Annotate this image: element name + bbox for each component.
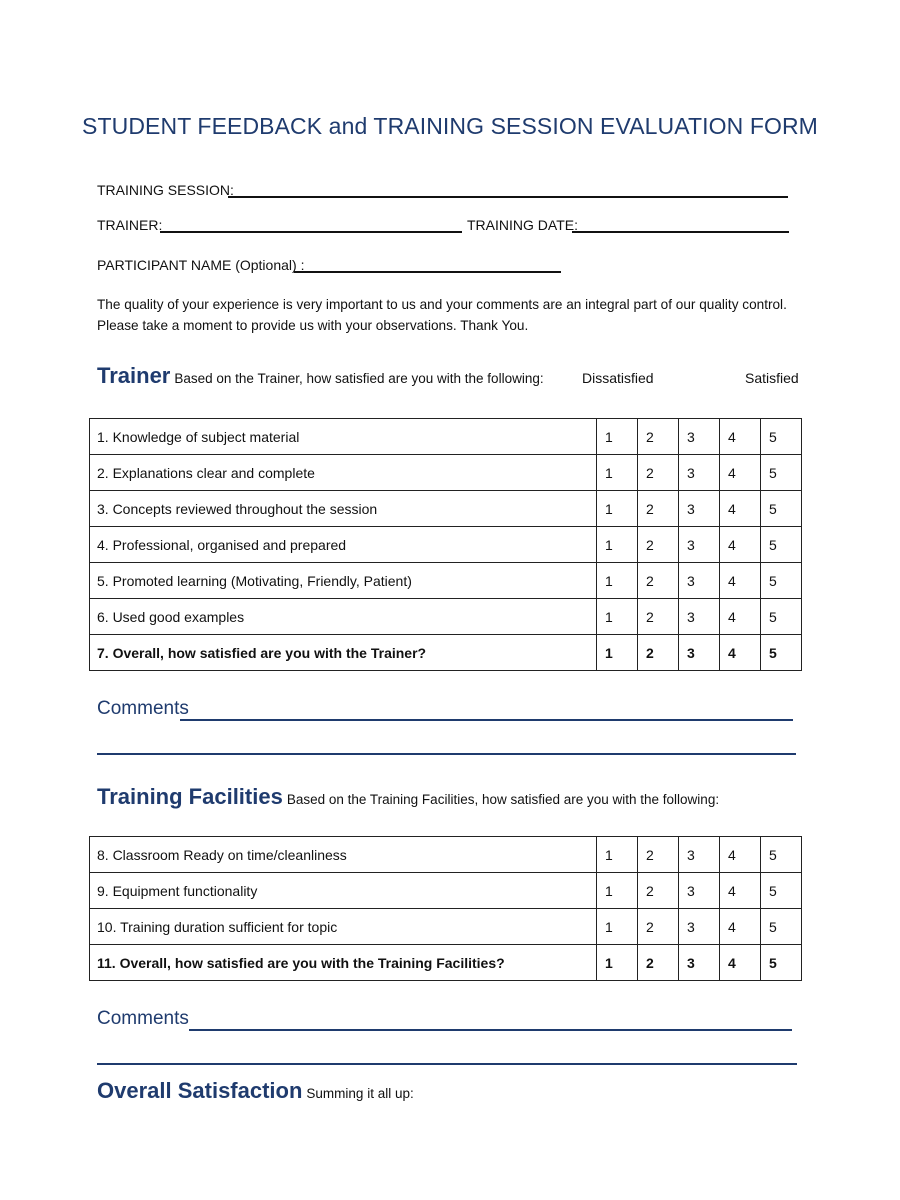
facilities-question: 9. Equipment functionality <box>90 873 597 909</box>
trainer-question: 2. Explanations clear and complete <box>90 455 597 491</box>
facilities-row <box>90 945 802 981</box>
training-date-field[interactable] <box>572 231 789 233</box>
participant-name-field[interactable] <box>294 271 561 273</box>
training-date-label: TRAINING DATE: <box>467 217 578 233</box>
trainer-rating-option-1[interactable]: 1 <box>597 563 638 599</box>
trainer-heading: Trainer <box>97 363 171 388</box>
facilities-rating-table <box>89 836 802 981</box>
trainer-label: TRAINER: <box>97 217 163 233</box>
trainer-rating-option-4[interactable]: 4 <box>720 491 761 527</box>
trainer-rating-option-2[interactable]: 2 <box>638 563 679 599</box>
trainer-rating-option-4[interactable]: 4 <box>720 635 761 671</box>
trainer-rating-option-3[interactable]: 3 <box>679 455 720 491</box>
facilities-rating-option-1[interactable]: 1 <box>597 945 638 981</box>
trainer-row <box>90 491 802 527</box>
facilities-heading: Training Facilities <box>97 784 283 809</box>
trainer-rating-option-2[interactable]: 2 <box>638 599 679 635</box>
trainer-row <box>90 599 802 635</box>
trainer-question: 5. Promoted learning (Motivating, Friendly, Patient) <box>90 563 597 599</box>
facilities-rating-option-2[interactable]: 2 <box>638 945 679 981</box>
facilities-rating-option-1[interactable]: 1 <box>597 909 638 945</box>
trainer-question: 6. Used good examples <box>90 599 597 635</box>
trainer-rating-option-5[interactable]: 5 <box>761 455 802 491</box>
trainer-rating-option-5[interactable]: 5 <box>761 491 802 527</box>
trainer-row <box>90 527 802 563</box>
trainer-rating-option-1[interactable]: 1 <box>597 491 638 527</box>
scale-label-dissatisfied: Dissatisfied <box>582 370 654 386</box>
trainer-rating-option-2[interactable]: 2 <box>638 419 679 455</box>
trainer-comments-line-1[interactable] <box>180 719 793 721</box>
trainer-rating-option-1[interactable]: 1 <box>597 599 638 635</box>
facilities-row <box>90 909 802 945</box>
trainer-subheading: Based on the Trainer, how satisfied are you with the following: <box>174 371 544 386</box>
facilities-rating-option-3[interactable]: 3 <box>679 909 720 945</box>
facilities-rating-option-2[interactable]: 2 <box>638 909 679 945</box>
facilities-rating-option-3[interactable]: 3 <box>679 873 720 909</box>
trainer-rating-option-4[interactable]: 4 <box>720 455 761 491</box>
facilities-rating-option-4[interactable]: 4 <box>720 909 761 945</box>
trainer-rating-option-2[interactable]: 2 <box>638 635 679 671</box>
overall-section-heading <box>97 1078 414 1104</box>
trainer-rating-option-1[interactable]: 1 <box>597 419 638 455</box>
trainer-rating-option-5[interactable]: 5 <box>761 527 802 563</box>
trainer-rating-option-2[interactable]: 2 <box>638 527 679 563</box>
trainer-comments-line-2[interactable] <box>97 753 796 755</box>
trainer-rating-option-4[interactable]: 4 <box>720 419 761 455</box>
facilities-rating-option-4[interactable]: 4 <box>720 945 761 981</box>
facilities-rating-option-4[interactable]: 4 <box>720 873 761 909</box>
trainer-rating-option-3[interactable]: 3 <box>679 491 720 527</box>
trainer-row <box>90 455 802 491</box>
facilities-rating-option-4[interactable]: 4 <box>720 837 761 873</box>
facilities-question: 11. Overall, how satisfied are you with the Training Facilities? <box>90 945 597 981</box>
facilities-question: 8. Classroom Ready on time/cleanliness <box>90 837 597 873</box>
training-session-label: TRAINING SESSION: <box>97 182 234 198</box>
facilities-rating-option-3[interactable]: 3 <box>679 945 720 981</box>
form-title: STUDENT FEEDBACK and TRAINING SESSION EVALUATION FORM <box>82 113 818 139</box>
trainer-rating-option-4[interactable]: 4 <box>720 599 761 635</box>
trainer-row <box>90 635 802 671</box>
trainer-rating-option-3[interactable]: 3 <box>679 419 720 455</box>
facilities-subheading: Based on the Training Facilities, how satisfied are you with the following: <box>286 792 720 807</box>
trainer-rating-option-1[interactable]: 1 <box>597 455 638 491</box>
trainer-question: 1. Knowledge of subject material <box>90 419 597 455</box>
trainer-rating-option-3[interactable]: 3 <box>679 635 720 671</box>
facilities-rating-option-5[interactable]: 5 <box>761 945 802 981</box>
trainer-question: 4. Professional, organised and prepared <box>90 527 597 563</box>
facilities-rating-option-5[interactable]: 5 <box>761 837 802 873</box>
trainer-rating-option-3[interactable]: 3 <box>679 563 720 599</box>
facilities-rating-option-3[interactable]: 3 <box>679 837 720 873</box>
overall-subheading: Summing it all up: <box>306 1086 414 1101</box>
facilities-rating-option-2[interactable]: 2 <box>638 837 679 873</box>
trainer-rating-option-1[interactable]: 1 <box>597 527 638 563</box>
trainer-row <box>90 419 802 455</box>
trainer-rating-option-5[interactable]: 5 <box>761 599 802 635</box>
trainer-rating-table <box>89 418 802 671</box>
facilities-comments-line-1[interactable] <box>189 1029 792 1031</box>
facilities-rating-option-2[interactable]: 2 <box>638 873 679 909</box>
facilities-rating-option-1[interactable]: 1 <box>597 837 638 873</box>
scale-label-satisfied: Satisfied <box>745 370 799 386</box>
trainer-field[interactable] <box>160 231 462 233</box>
intro-paragraph: The quality of your experience is very important to us and your comments are an integral part of our quality control. Please take a moment to provide us with your observations. Thank You. <box>97 297 787 333</box>
trainer-question: 3. Concepts reviewed throughout the session <box>90 491 597 527</box>
facilities-rating-option-5[interactable]: 5 <box>761 909 802 945</box>
trainer-rating-option-2[interactable]: 2 <box>638 455 679 491</box>
facilities-row <box>90 837 802 873</box>
overall-heading: Overall Satisfaction <box>97 1078 303 1103</box>
training-session-field[interactable] <box>228 196 788 198</box>
facilities-rating-option-5[interactable]: 5 <box>761 873 802 909</box>
trainer-rating-option-5[interactable]: 5 <box>761 419 802 455</box>
trainer-rating-option-1[interactable]: 1 <box>597 635 638 671</box>
trainer-rating-option-2[interactable]: 2 <box>638 491 679 527</box>
trainer-rating-option-4[interactable]: 4 <box>720 563 761 599</box>
trainer-rating-option-5[interactable]: 5 <box>761 563 802 599</box>
trainer-comments-label: Comments <box>97 698 189 719</box>
facilities-row <box>90 873 802 909</box>
trainer-rating-option-3[interactable]: 3 <box>679 599 720 635</box>
trainer-rating-option-4[interactable]: 4 <box>720 527 761 563</box>
trainer-row <box>90 563 802 599</box>
facilities-comments-label: Comments <box>97 1008 189 1029</box>
trainer-rating-option-3[interactable]: 3 <box>679 527 720 563</box>
facilities-section-heading <box>97 784 719 810</box>
participant-name-label: PARTICIPANT NAME (Optional) : <box>97 257 305 273</box>
facilities-comments-line-2[interactable] <box>97 1063 797 1065</box>
facilities-question: 10. Training duration sufficient for topic <box>90 909 597 945</box>
trainer-question: 7. Overall, how satisfied are you with the Trainer? <box>90 635 597 671</box>
trainer-rating-option-5[interactable]: 5 <box>761 635 802 671</box>
facilities-rating-option-1[interactable]: 1 <box>597 873 638 909</box>
trainer-section-heading <box>97 363 544 389</box>
